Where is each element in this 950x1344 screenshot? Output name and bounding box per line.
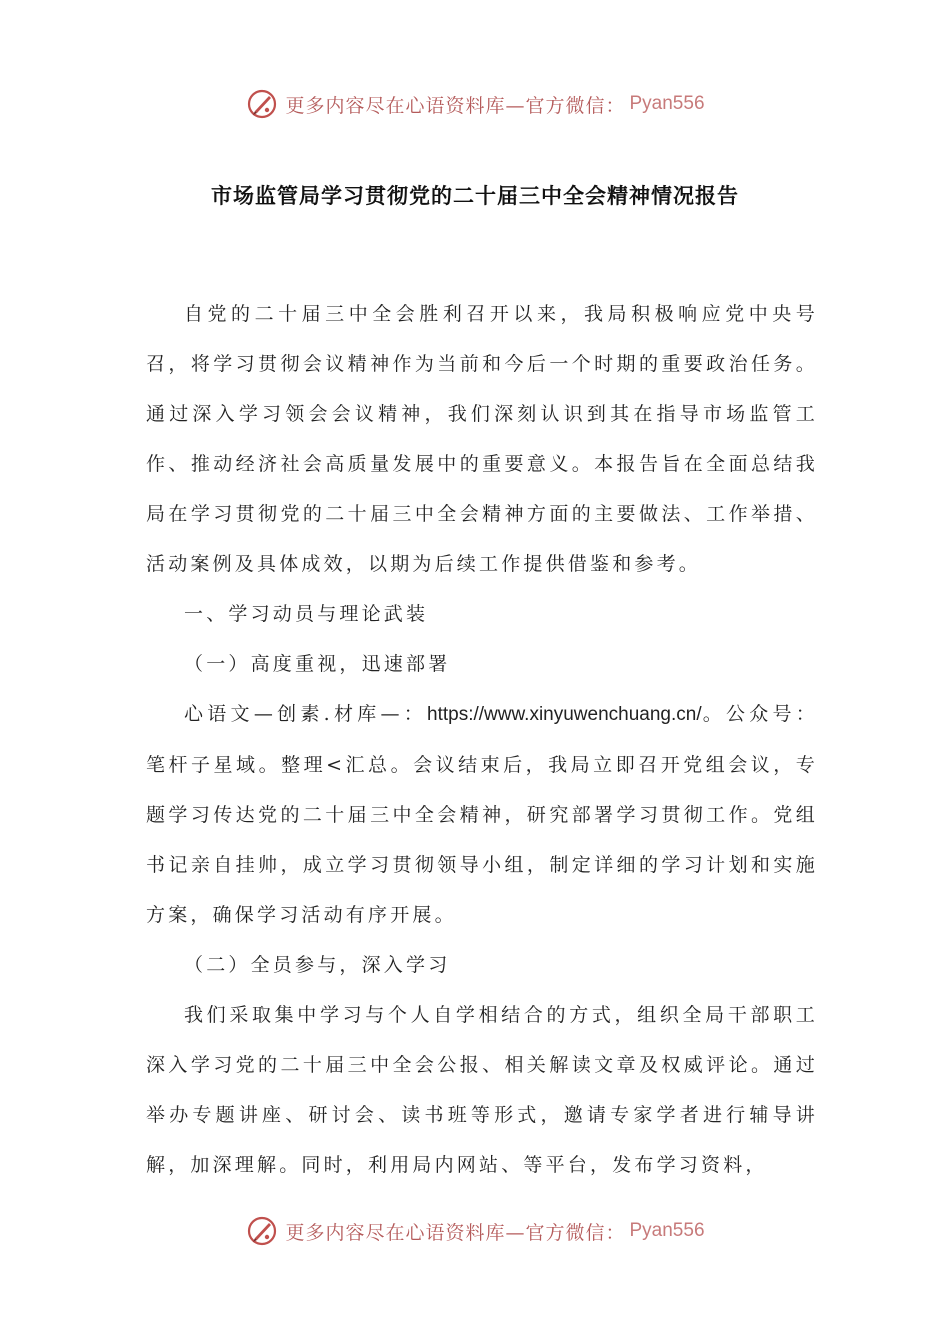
watermark-text: 更多内容尽在心语资料库—官方微信：	[285, 1221, 626, 1244]
pen-logo-icon	[245, 87, 279, 121]
pen-logo-icon	[245, 1214, 279, 1248]
source-url-link[interactable]: https://www.xinyuwenchuang.cn/	[427, 704, 702, 725]
document-body	[146, 289, 818, 1190]
study-paragraph: 我们采取集中学习与个人自学相结合的方式，组织全局干部职工深入学习党的二十届三中全会公报、相关解读文章及权威评论。通过举办专题讲座、研讨会、读书班等形式，邀请专家学者进行辅导讲解，加深理解。同时，利用局内网站、等平台，发布学习资料，	[146, 1004, 818, 1176]
intro-paragraph: 自党的二十届三中全会胜利召开以来，我局积极响应党中央号召，将学习贯彻会议精神作为当前和今后一个时期的重要政治任务。通过深入学习领会会议精神，我们深刻认识到其在指导市场监管工作、推动经济社会高质量发展中的重要意义。本报告旨在全面总结我局在学习贯彻党的二十届三中全会精神方面的主要做法、工作举措、活动案例及具体成效，以期为后续工作提供借鉴和参考。	[146, 303, 818, 575]
subsection-heading-1: （一）高度重视，迅速部署	[184, 653, 451, 675]
watermark-wechat-id: Pyan556	[629, 1220, 705, 1241]
section-heading-1: 一、学习动员与理论武装	[184, 603, 429, 625]
footer-watermark	[0, 1211, 950, 1251]
document-title: 市场监管局学习贯彻党的二十届三中全会精神情况报告	[211, 184, 739, 208]
deploy-paragraph	[146, 689, 818, 940]
header-watermark	[0, 84, 950, 124]
source-prefix: 心语文—创素.材库—：	[184, 703, 428, 725]
deploy-paragraph-text: 。公众号：笔杆子星域。整理<汇总。会议结束后，我局立即召开党组会议，专题学习传达党的二十届三中全会精神，研究部署学习贯彻工作。党组书记亲自挂帅，成立学习贯彻领导小组，制定详细的学习计划和实施方案，确保学习活动有序开展。	[146, 703, 818, 926]
watermark-wechat-id: Pyan556	[629, 93, 705, 114]
watermark-text: 更多内容尽在心语资料库—官方微信：	[285, 94, 626, 117]
subsection-heading-2: （二）全员参与，深入学习	[184, 954, 451, 976]
